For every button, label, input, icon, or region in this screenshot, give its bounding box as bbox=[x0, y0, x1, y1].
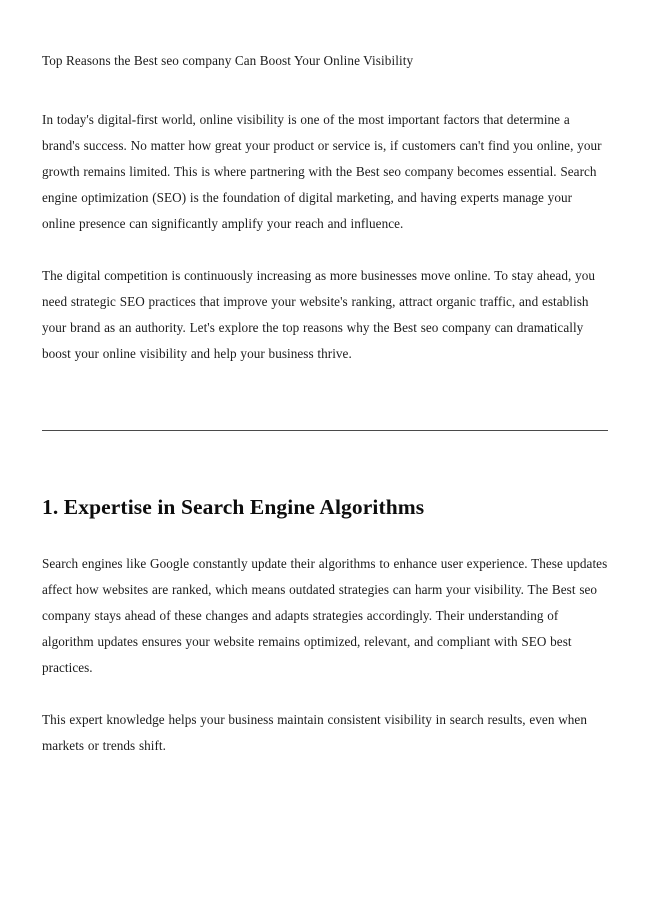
section-divider bbox=[42, 430, 608, 431]
spacer-heading bbox=[42, 521, 608, 551]
spacer-paragraph-2 bbox=[42, 681, 608, 707]
section-heading-1: 1. Expertise in Search Engine Algorithms bbox=[42, 495, 425, 519]
section-paragraph-2: This expert knowledge helps your business maintain consistent visibility in search results, even when markets or trends shift. bbox=[42, 712, 587, 753]
intro-paragraph-1: In today's digital-first world, online visibility is one of the most important factors that determine a brand's success. No matter how great your product or service is, if customers can't find you online, your growth remains limited. This is where partnering with the Best seo company becomes essential. Search engine optimization (SEO) is the foundation of digital marketing, and having experts manage your online presence can significantly amplify your reach and influence. bbox=[42, 112, 602, 231]
spacer-paragraph-1 bbox=[42, 237, 608, 263]
document-title: Top Reasons the Best seo company Can Boost Your Online Visibility bbox=[42, 53, 414, 68]
divider-container bbox=[42, 367, 608, 493]
intro-paragraph-2: The digital competition is continuously increasing as more businesses move online. To stay ahead, you need strategic SEO practices that improve your website's ranking, attract organic traffic, and establish your brand as an authority. Let's explore the top reasons why the Best seo company can dramatically boost your online visibility and help your business thrive. bbox=[42, 268, 595, 361]
spacer-title bbox=[42, 74, 608, 107]
section-paragraph-1: Search engines like Google constantly update their algorithms to enhance user experience. These updates affect how websites are ranked, which means outdated strategies can harm your visibility. The Best seo company stays ahead of these changes and adapts strategies accordingly. Their understanding of algorithm updates ensures your website remains optimized, relevant, and compliant with SEO best practices. bbox=[42, 556, 608, 675]
